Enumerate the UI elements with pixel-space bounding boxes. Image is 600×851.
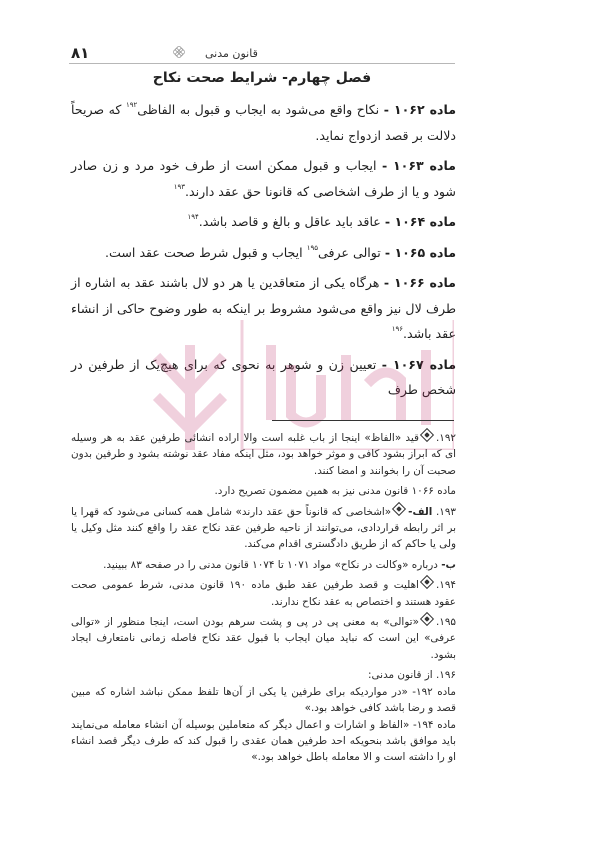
article-label: ماده ۱۰۶۲ - bbox=[383, 102, 456, 117]
footnote-196-article-192: ماده ۱۹۲- «در مواردیکه برای طرفین یا یکی از آن‌ها تلفظ ممکن نباشد اشاره که مبین قصد و رضا باشد کافی خواهد بود.» bbox=[71, 685, 456, 715]
article-label: ماده ۱۰۶۷ - bbox=[381, 356, 456, 372]
article-label: ماده ۱۰۶۳ - bbox=[381, 158, 456, 173]
note-diamond-icon bbox=[392, 502, 406, 516]
footnote-ref[interactable]: ۱۹۵ bbox=[306, 243, 318, 252]
article-label: ماده ۱۰۶۴ - bbox=[384, 214, 456, 229]
footnote-ref[interactable]: ۱۹۴ bbox=[187, 213, 199, 221]
footnote-192-cont: ماده ۱۰۶۶ قانون مدنی نیز به همین مضمون تصریح دارد. bbox=[214, 485, 456, 498]
article-label: ماده ۱۰۶۵ - bbox=[384, 244, 456, 260]
article-label: ماده ۱۰۶۶ - bbox=[383, 275, 456, 290]
running-header bbox=[69, 44, 455, 64]
footnote-193-a: ۱۹۳. الف-«اشخاصی که قانوناً حق عقد دارند» شامل همه کسانی می‌شود که قهرا یا بر اثر رابطه قراردادی، می‌توانند از ناحیه طرفین عقد نکاح عقد را واقع کنند مثل وکیل یا ولی یا حاکم که از طریق دادگستری اقدام می‌کند. bbox=[71, 504, 456, 553]
footnote-ref[interactable]: ۱۹۲ bbox=[125, 101, 138, 109]
note-diamond-icon bbox=[420, 612, 434, 626]
footnote-196: ۱۹۶. از قانون مدنی: bbox=[368, 669, 456, 682]
footnote-195: ۱۹۵.«توالی» به معنی پی در پی و پشت سرهم بودن است، اینجا منظور از «توالی عرفی» این است که نباید میان ایجاب با قبول عقد نکاح فاصله زمانی نامتعارف ایجاد بشود. bbox=[71, 614, 456, 663]
footnote-193-b: ب- درباره «وکالت در نکاح» مواد ۱۰۷۱ تا ۱۰۷۴ قانون مدنی را در صفحه ۸۳ ببینید. bbox=[103, 558, 456, 571]
page-number: ۸۱ bbox=[71, 44, 90, 62]
diamond-ornament-icon bbox=[173, 46, 185, 58]
footnotes-section bbox=[71, 430, 456, 766]
footnote-ref[interactable]: ۱۹۳ bbox=[173, 182, 185, 191]
header-divider bbox=[69, 63, 455, 64]
footnote-196-article-194: ماده ۱۹۴- «الفاظ و اشارات و اعمال دیگر که متعاملین بوسیله آن انشاء معامله می‌نمایند باید موافق باشد بنحویکه احد طرفین همان عقدی را قبول کند که طرف دیگر قصد انشاء او را داشته است و الا معامله باطل خواهد بود.» bbox=[71, 718, 456, 764]
article-1064: ماده ۱۰۶۴ - عاقد باید عاقل و بالغ و قاصد باشد.$^{۱۹۴}$ bbox=[187, 213, 456, 229]
article-1066: ماده ۱۰۶۶ - هرگاه یکی از متعاقدین یا هر دو لال باشند عقد به اشاره از طرف لال نیز واقع می‌شود مشروط بر اینکه به طور وضوح حاکی از انشاء عقد باشد.$^{۱۹۶}$ bbox=[71, 275, 456, 341]
chapter-title: فصل چهارم- شرایط صحت نکاح bbox=[152, 70, 372, 86]
footnote-192: ۱۹۲.قید «الفاظ» اینجا از باب غلبه است والا اراده انشائی طرفین عقد به هر وسیله ای که ابراز بشود کافی و موثر خواهد بود، مثل اینکه مفاد عقد نوشته بشود و طرفین بدون صحبت آن را بخوانند و امضا کنند. bbox=[71, 430, 456, 479]
footnote-194: ۱۹۴.اهلیت و قصد طرفین عقد طبق ماده ۱۹۰ قانون مدنی، شرط عمومی صحت عقود هستند و اختصاص به عقد نکاح ندارند. bbox=[71, 577, 456, 610]
note-diamond-icon bbox=[420, 428, 434, 442]
article-1063: ماده ۱۰۶۳ - ایجاب و قبول ممکن است از طرف خود مرد و زن صادر شود و یا از طرف اشخاصی که قانونا حق عقد دارند.$^{۱۹۳}$ bbox=[71, 158, 456, 199]
article-1065: ماده ۱۰۶۵ - توالی عرفی$^{۱۹۵}$ ایجاب و قبول شرط صحت عقد است. bbox=[105, 243, 456, 260]
note-diamond-icon bbox=[420, 575, 434, 589]
article-1062: ماده ۱۰۶۲ - نکاح واقع می‌شود به ایجاب و قبول به الفاظی$^{۱۹۲}$ که صریحاً دلالت بر قصد ازدواج نماید. bbox=[71, 101, 456, 143]
footnote-divider bbox=[272, 420, 454, 421]
footnote-ref[interactable]: ۱۹۶ bbox=[391, 325, 403, 333]
article-1067: ماده ۱۰۶۷ - تعیین زن و شوهر به نحوی که برای هیچ‌یک از طرفین در شخص طرف bbox=[71, 356, 456, 397]
book-title: قانون مدنی bbox=[205, 47, 258, 60]
